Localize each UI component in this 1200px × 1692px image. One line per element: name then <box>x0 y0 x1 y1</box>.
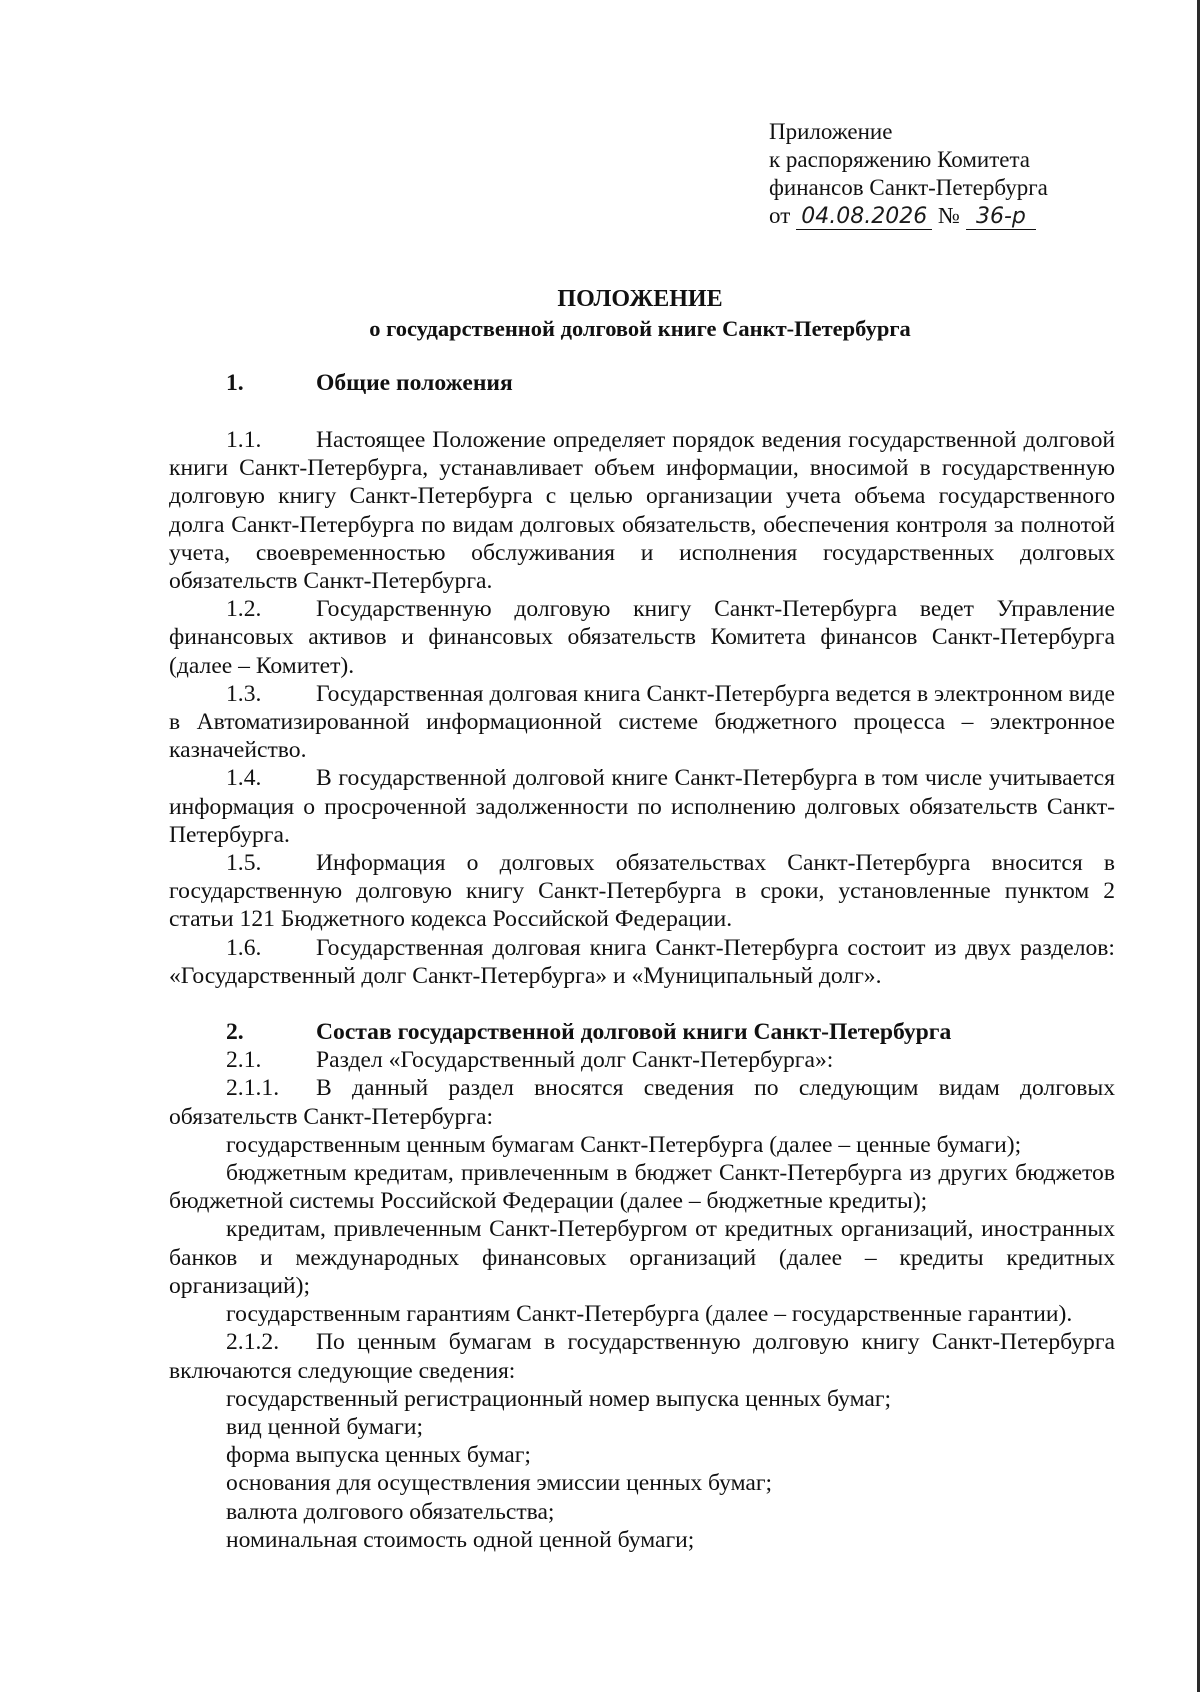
paragraph-number: 1.6. <box>226 934 262 961</box>
paragraph-number: 2.1.1. <box>226 1075 280 1102</box>
approval-block <box>769 118 1048 230</box>
number-label: № <box>938 203 960 228</box>
paragraph-text: По ценным бумагам в государственную долговую книгу Санкт-Петербурга включаются следующие сведения: <box>169 1329 1115 1384</box>
detail-item: форма выпуска ценных бумаг; <box>226 1442 531 1469</box>
paragraph-1-3 <box>169 680 1115 765</box>
handwritten-date: 04.08.2026 <box>796 205 932 230</box>
section-2-heading <box>169 1018 1115 1046</box>
from-label: от <box>769 203 791 228</box>
section-1-title: Общие положения <box>316 370 513 396</box>
section-1-body <box>169 426 1115 1554</box>
document-subtitle: о государственной долговой книге Санкт-Петербурга <box>369 316 911 341</box>
kind-item: государственным гарантиям Санкт-Петербурга (далее – государственные гарантии). <box>226 1301 1073 1328</box>
paragraph-text: В государственной долговой книге Санкт-Петербурга в том числе учитывается информация о просроченной задолженности по исполнению долговых обязательств Санкт-Петербурга. <box>169 765 1115 848</box>
section-1-heading-block <box>169 369 1115 397</box>
paragraph-1-2 <box>169 595 1115 680</box>
detail-item: вид ценной бумаги; <box>226 1413 424 1440</box>
paragraph-text: Информация о долговых обязательствах Санкт-Петербурга вносится в государственную долговую книгу Санкт-Петербурга в сроки, установленные пунктом 2 статьи 121 Бюджетного кодекса Российской Федерации. <box>169 850 1115 933</box>
paragraph-text: Настоящее Положение определяет порядок ведения государственной долговой книги Санкт-Петербурга, устанавливает объем информации, вносимой в государственную долговую книгу Санкт-Петербурга с целью организации учета объема государственного долга Санкт-Петербурга по видам долговых обязательств, обеспечения контроля за полнотой учета, своевременностью обслуживания и исполнения государственных долговых обязательств Санкт-Петербурга. <box>169 427 1115 595</box>
section-1-number: 1. <box>226 370 244 396</box>
paragraph-1-4 <box>169 764 1115 849</box>
paragraph-1-6 <box>169 934 1115 990</box>
approval-line-2: к распоряжению Комитета <box>769 147 1030 172</box>
paragraph-2-1 <box>169 1046 1115 1074</box>
paragraph-text: В данный раздел вносятся сведения по следующим видам долговых обязательств Санкт-Петербурга: <box>169 1075 1115 1130</box>
detail-item: основания для осуществления эмиссии ценных бумаг; <box>226 1470 773 1497</box>
paragraph-number: 1.5. <box>226 850 262 877</box>
detail-item: номинальная стоимость одной ценной бумаги; <box>226 1526 695 1553</box>
section-2-number: 2. <box>226 1019 244 1046</box>
paragraph-2-1-2 <box>169 1328 1115 1384</box>
paragraph-number: 1.1. <box>226 427 262 453</box>
kind-item: государственным ценным бумагам Санкт-Петербурга (далее – ценные бумаги); <box>226 1131 1022 1158</box>
kind-item: бюджетным кредитам, привлеченным в бюджет Санкт-Петербурга из других бюджетов бюджетной системы Российской Федерации (далее – бюджетные кредиты); <box>169 1160 1115 1215</box>
paragraph-text: Государственная долговая книга Санкт-Петербурга состоит из двух разделов: «Государственный долг Санкт-Петербурга» и «Муниципальный долг». <box>169 934 1115 989</box>
paragraph-number: 1.4. <box>226 765 262 792</box>
paragraph-number: 1.3. <box>226 680 262 707</box>
paragraph-1-5 <box>169 849 1115 934</box>
kind-item: кредитам, привлеченным Санкт-Петербургом от кредитных организаций, иностранных банков и международных финансовых организаций (далее – кредиты кредитных организаций); <box>169 1216 1115 1299</box>
paragraph-1-1 <box>169 426 1115 595</box>
paragraph-number: 2.1. <box>226 1047 262 1074</box>
detail-item: государственный регистрационный номер выпуска ценных бумаг; <box>226 1385 892 1412</box>
approval-line-4 <box>769 202 1048 230</box>
approval-line-1: Приложение <box>769 119 893 144</box>
paragraph-text: Раздел «Государственный долг Санкт-Петербурга»: <box>316 1047 834 1074</box>
paragraph-text: Государственную долговую книгу Санкт-Петербурга ведет Управление финансовых активов и финансовых обязательств Комитета финансов Санкт-Петербурга (далее – Комитет). <box>169 596 1115 679</box>
handwritten-number: 36-р <box>966 205 1036 230</box>
paragraph-2-1-1 <box>169 1074 1115 1130</box>
approval-line-3: финансов Санкт-Петербурга <box>769 175 1048 200</box>
paragraph-number: 1.2. <box>226 596 262 623</box>
document-title: ПОЛОЖЕНИЕ <box>557 286 723 312</box>
spacer <box>169 990 1115 1018</box>
paragraph-text: Государственная долговая книга Санкт-Петербурга ведется в электронном виде в Автоматизированной информационной системе бюджетного процесса – электронное казначейство. <box>169 680 1115 764</box>
detail-item: валюта долгового обязательства; <box>226 1498 555 1525</box>
section-2-title: Состав государственной долговой книги Санкт-Петербурга <box>316 1019 952 1046</box>
paragraph-number: 2.1.2. <box>226 1329 280 1356</box>
section-1-heading <box>169 369 1115 397</box>
